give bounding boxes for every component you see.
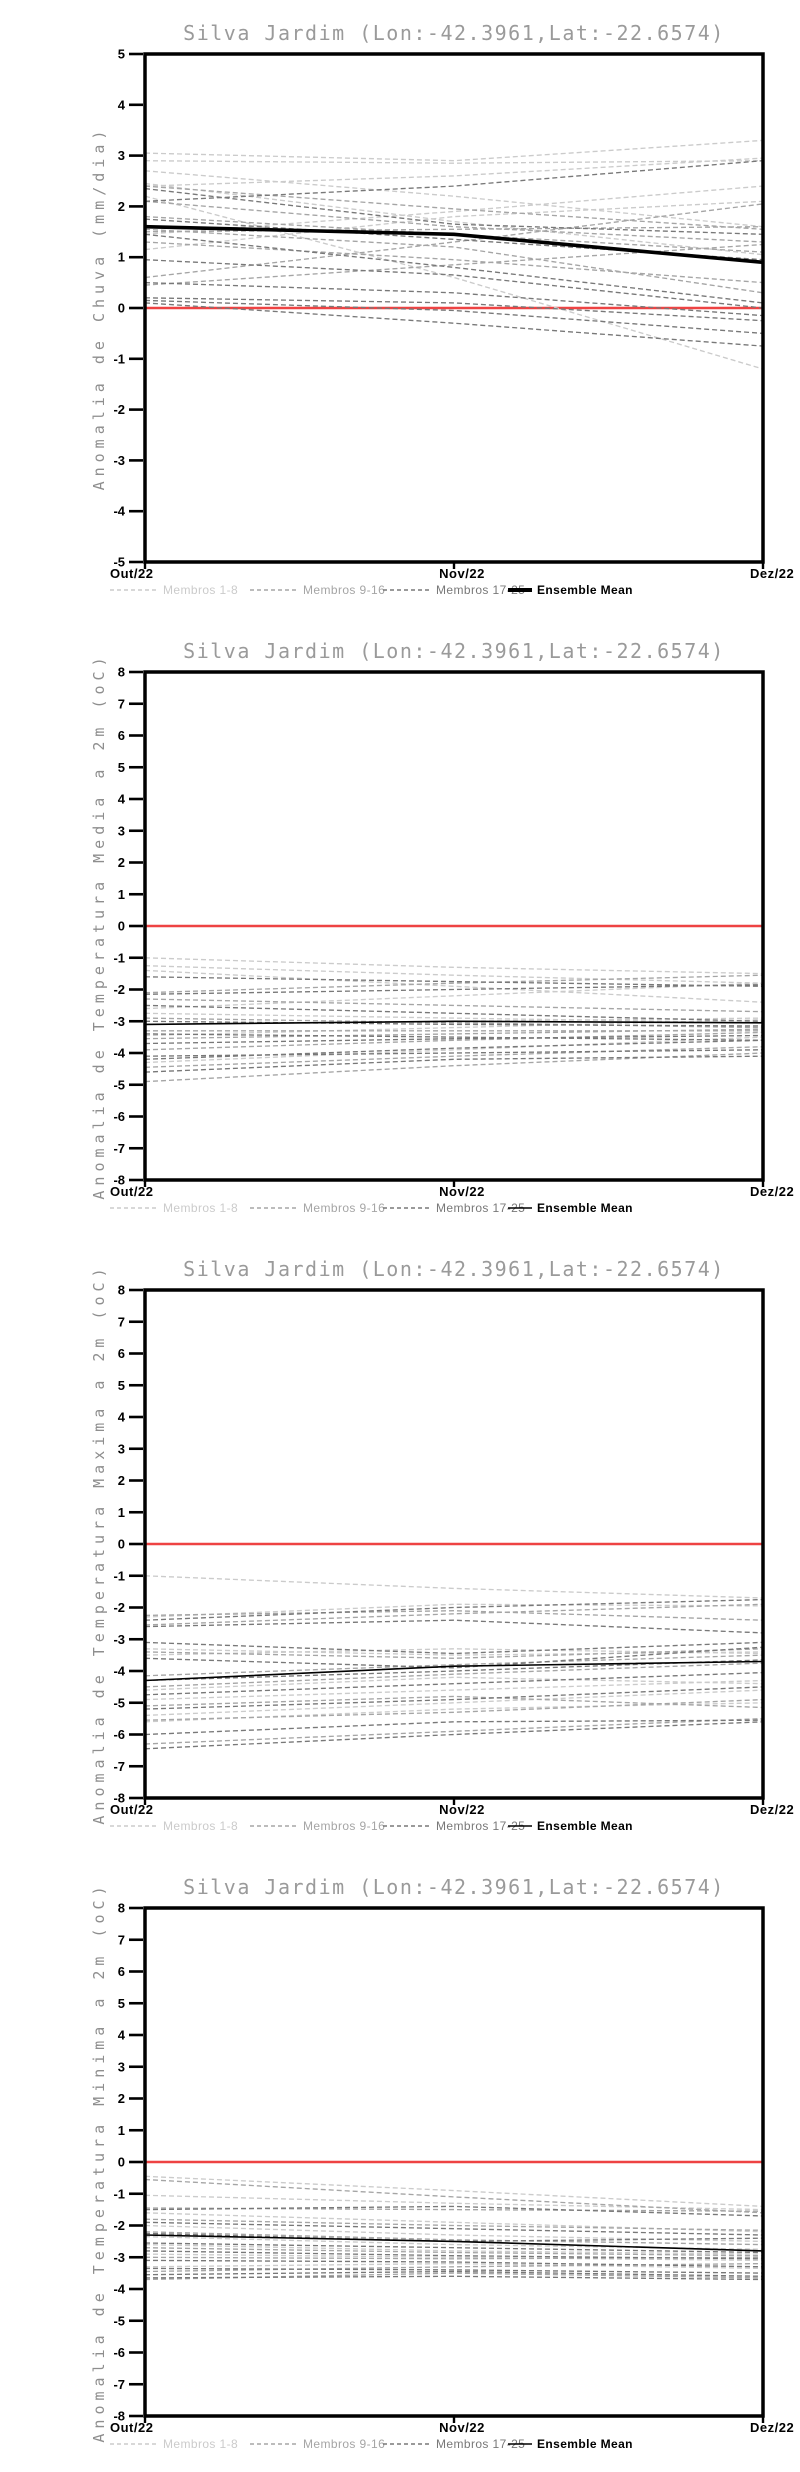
legend-item-membros-1 <box>110 583 238 597</box>
y-tick-label: 8 <box>117 1900 125 1916</box>
chart-canvas-1 <box>0 618 800 1236</box>
chart-title: Silva Jardim (Lon:-42.3961,Lat:-22.6574) <box>183 1257 725 1281</box>
y-tick-label: 1 <box>117 1504 125 1520</box>
member-line-group-1 <box>145 1037 763 1062</box>
member-line-group-1 <box>145 2264 763 2269</box>
member-line-group-1 <box>145 184 763 255</box>
chart-canvas-0 <box>0 0 800 618</box>
legend-item-ensemble-mean <box>508 583 633 597</box>
member-line-group-1 <box>145 161 763 164</box>
y-tick-label: -5 <box>113 1695 125 1711</box>
member-line-group-3 <box>145 1600 763 1621</box>
x-tick-label: Nov/22 <box>439 566 485 581</box>
member-line-group-3 <box>145 2276 763 2279</box>
member-line-group-1 <box>145 966 763 984</box>
legend-label: Membros 1-8 <box>163 1819 239 1833</box>
member-line-group-2 <box>145 229 763 292</box>
member-line-group-3 <box>145 260 763 308</box>
y-tick-label: 5 <box>117 46 125 62</box>
legend-item-membros-1 <box>110 2437 238 2451</box>
y-tick-label: -7 <box>113 2376 125 2392</box>
y-tick-label: -2 <box>113 982 125 997</box>
y-tick-label: 5 <box>117 1377 125 1393</box>
member-line-group-3 <box>145 2272 763 2277</box>
y-tick-label: -6 <box>113 1109 125 1124</box>
legend-label: Membros 17-25 <box>436 583 526 597</box>
y-tick-label: -1 <box>113 2186 125 2202</box>
y-tick-label: -1 <box>113 351 125 367</box>
legend-item-membros-3 <box>383 583 525 597</box>
y-tick-label: 7 <box>117 696 125 712</box>
y-tick-label: 1 <box>117 886 125 902</box>
member-line-group-2 <box>145 1047 763 1068</box>
legend-label: Membros 9-16 <box>303 1819 386 1833</box>
member-line-group-3 <box>145 1642 763 1653</box>
member-line-group-2 <box>145 2232 763 2245</box>
legend-label: Membros 9-16 <box>303 1201 386 1215</box>
y-tick-label: 4 <box>117 2027 125 2043</box>
y-tick-label: 1 <box>117 249 125 265</box>
x-tick-label: Nov/22 <box>439 1802 485 1817</box>
y-axis-label: Anomalia de Temperatura Maxima a 2m (oC) <box>90 1263 108 1825</box>
y-tick-label: 8 <box>117 664 125 680</box>
member-line-group-2 <box>145 204 763 278</box>
legend-item-membros-3 <box>383 1201 525 1215</box>
legend-label: Membros 17-25 <box>436 1819 526 1833</box>
legend-item-membros-3 <box>383 2437 525 2451</box>
legend-item-membros-3 <box>383 1819 525 1833</box>
y-tick-label: 2 <box>117 855 125 870</box>
y-tick-label: 7 <box>117 1314 125 1330</box>
member-line-group-3 <box>145 303 763 346</box>
y-tick-label: 0 <box>117 918 125 934</box>
chart-canvas-2 <box>0 1236 800 1854</box>
legend-label: Ensemble Mean <box>537 583 633 597</box>
y-tick-label: -4 <box>113 2281 125 2297</box>
y-tick-label: -3 <box>113 1631 125 1647</box>
legend-label: Membros 9-16 <box>303 2437 386 2451</box>
y-tick-label: -3 <box>113 1013 125 1029</box>
y-axis-label: Anomalia de Temperatura Minima a 2m (oC) <box>90 1881 108 2443</box>
y-tick-label: 0 <box>117 300 125 316</box>
member-line-group-2 <box>145 1053 763 1082</box>
y-tick-label: 6 <box>117 728 125 743</box>
member-line-group-2 <box>145 2264 763 2272</box>
y-tick-label: 5 <box>117 1995 125 2011</box>
y-tick-label: 3 <box>117 1441 125 1457</box>
member-line-group-1 <box>145 2195 763 2209</box>
member-line-group-3 <box>145 1050 763 1056</box>
y-tick-label: -7 <box>113 1140 125 1156</box>
member-line-group-3 <box>145 1720 763 1734</box>
legend-item-membros-2 <box>250 2437 385 2451</box>
rain-anomaly-chart <box>0 0 800 618</box>
y-tick-label: -7 <box>113 1758 125 1774</box>
x-tick-label: Nov/22 <box>439 1184 485 1199</box>
y-tick-label: 5 <box>117 759 125 775</box>
y-tick-label: -4 <box>113 1045 125 1061</box>
member-line-group-1 <box>145 983 763 1008</box>
chart-canvas-3 <box>0 1854 800 2472</box>
y-tick-label: 4 <box>117 1409 125 1425</box>
y-tick-label: -2 <box>113 402 125 418</box>
y-tick-label: 0 <box>117 1536 125 1552</box>
x-tick-label: Dez/22 <box>750 1802 795 1817</box>
legend-item-membros-2 <box>250 1201 385 1215</box>
x-tick-label: Out/22 <box>110 2420 154 2435</box>
y-tick-label: 7 <box>117 1932 125 1948</box>
legend-label: Ensemble Mean <box>537 2437 633 2451</box>
min-temp-anomaly-chart <box>0 1854 800 2472</box>
x-tick-label: Out/22 <box>110 1802 154 1817</box>
member-line-group-2 <box>145 2180 763 2213</box>
legend-label: Ensemble Mean <box>537 1819 633 1833</box>
legend-label: Ensemble Mean <box>537 1201 633 1215</box>
member-line-group-1 <box>145 2176 763 2206</box>
x-tick-label: Out/22 <box>110 1184 154 1199</box>
y-tick-label: 6 <box>117 1964 125 1979</box>
member-line-group-3 <box>145 161 763 202</box>
member-line-group-1 <box>145 171 763 227</box>
y-tick-label: -4 <box>113 1663 125 1679</box>
legend-label: Membros 1-8 <box>163 2437 239 2451</box>
legend-item-membros-1 <box>110 1201 238 1215</box>
max-temp-anomaly-chart <box>0 1236 800 1854</box>
y-tick-label: -6 <box>113 1727 125 1742</box>
y-tick-label: -1 <box>113 1568 125 1584</box>
member-line-group-1 <box>145 1604 763 1617</box>
member-line-group-3 <box>145 977 763 987</box>
chart-title: Silva Jardim (Lon:-42.3961,Lat:-22.6574) <box>183 1875 725 1899</box>
y-tick-label: -5 <box>113 2313 125 2329</box>
member-line-group-1 <box>145 140 763 160</box>
member-line-group-2 <box>145 242 763 283</box>
member-line-group-3 <box>145 1687 763 1709</box>
y-tick-label: 3 <box>117 2059 125 2075</box>
x-tick-label: Dez/22 <box>750 2420 795 2435</box>
legend-item-membros-2 <box>250 1819 385 1833</box>
y-tick-label: -2 <box>113 1600 125 1615</box>
member-line-group-2 <box>145 186 763 229</box>
y-tick-label: 1 <box>117 2122 125 2138</box>
legend-label: Membros 17-25 <box>436 1201 526 1215</box>
y-tick-label: 8 <box>117 1282 125 1298</box>
member-line-group-3 <box>145 1722 763 1749</box>
y-tick-label: -4 <box>113 503 125 519</box>
y-tick-label: -5 <box>113 1077 125 1093</box>
y-tick-label: -3 <box>113 452 125 468</box>
y-axis-label: Anomalia de Chuva (mm/dia) <box>90 125 108 491</box>
chart-title: Silva Jardim (Lon:-42.3961,Lat:-22.6574) <box>183 639 725 663</box>
legend-item-ensemble-mean <box>508 1819 633 1833</box>
member-line-group-2 <box>145 2257 763 2259</box>
y-tick-label: 4 <box>117 97 125 113</box>
mean-temp-anomaly-chart <box>0 618 800 1236</box>
chart-title: Silva Jardim (Lon:-42.3961,Lat:-22.6574) <box>183 21 725 45</box>
legend-label: Membros 1-8 <box>163 1201 239 1215</box>
legend-label: Membros 17-25 <box>436 2437 526 2451</box>
member-line-group-1 <box>145 958 763 974</box>
y-tick-label: 0 <box>117 2154 125 2170</box>
legend-label: Membros 9-16 <box>303 583 386 597</box>
member-line-group-1 <box>145 1576 763 1598</box>
member-line-group-2 <box>145 1611 763 1621</box>
y-tick-label: -3 <box>113 2249 125 2265</box>
y-tick-label: 2 <box>117 2091 125 2106</box>
member-line-group-1 <box>145 158 763 186</box>
y-tick-label: -8 <box>113 1172 125 1188</box>
y-tick-label: -8 <box>113 2408 125 2424</box>
x-tick-label: Dez/22 <box>750 566 795 581</box>
y-tick-label: 4 <box>117 791 125 807</box>
legend-item-ensemble-mean <box>508 2437 633 2451</box>
y-tick-label: -5 <box>113 554 125 570</box>
y-tick-label: 3 <box>117 148 125 164</box>
x-tick-label: Dez/22 <box>750 1184 795 1199</box>
legend-label: Membros 1-8 <box>163 583 239 597</box>
x-tick-label: Nov/22 <box>439 2420 485 2435</box>
legend-item-ensemble-mean <box>508 1201 633 1215</box>
legend-item-membros-2 <box>250 583 385 597</box>
member-line-group-1 <box>145 970 763 1002</box>
x-tick-label: Out/22 <box>110 566 154 581</box>
member-line-group-3 <box>145 1040 763 1059</box>
legend-item-membros-1 <box>110 1819 238 1833</box>
y-tick-label: 2 <box>117 198 125 214</box>
y-tick-label: 6 <box>117 1346 125 1361</box>
y-tick-label: -6 <box>113 2345 125 2360</box>
y-tick-label: -8 <box>113 1790 125 1806</box>
y-tick-label: -1 <box>113 950 125 966</box>
y-tick-label: 3 <box>117 823 125 839</box>
y-tick-label: 2 <box>117 1473 125 1488</box>
y-tick-label: -2 <box>113 2218 125 2233</box>
member-line-group-3 <box>145 300 763 333</box>
y-axis-label: Anomalia de Temperatura Media a 2m (oC) <box>90 652 108 1200</box>
